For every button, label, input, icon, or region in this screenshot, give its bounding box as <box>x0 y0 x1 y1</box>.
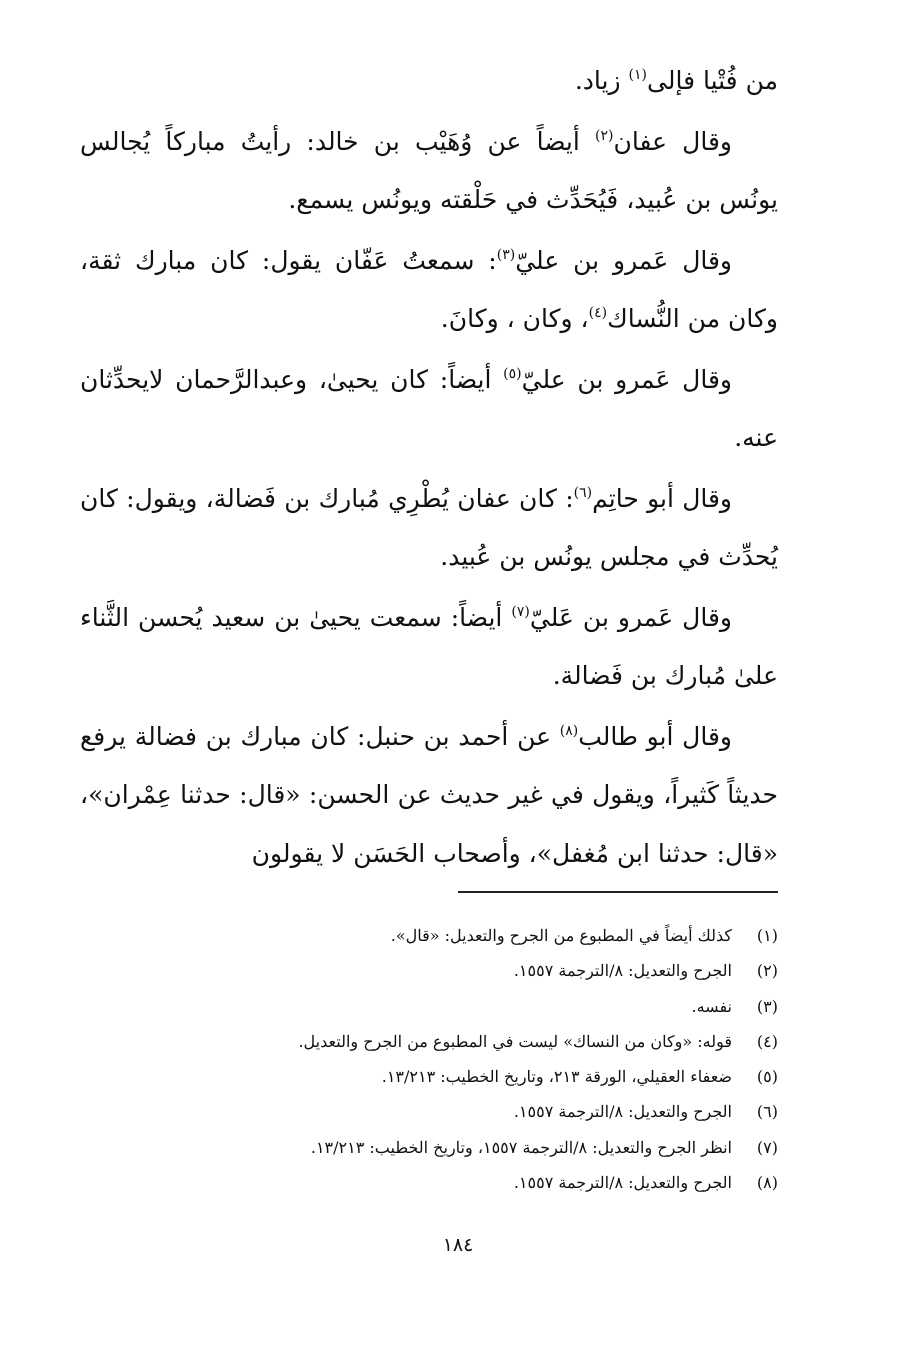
footnote-ref: (٦) <box>573 484 593 501</box>
footnote <box>80 1094 778 1129</box>
footnote-ref: (٢) <box>595 127 614 144</box>
page-number: ١٨٤ <box>442 1234 474 1256</box>
footnote-number: (٧) <box>756 1137 778 1157</box>
paragraph <box>80 470 778 587</box>
text-run: من فُتْيا فإلى <box>647 66 778 95</box>
text-run: وقال أبو طالب <box>578 721 732 751</box>
footnote-number: (٦) <box>756 1102 778 1122</box>
text-run: أيضاً: سمعت يحيىٰ بن سعيد يُحسن الثَّناء علىٰ مُبارك بن فَضالة. <box>80 602 778 690</box>
text-run: زياد. <box>574 66 629 95</box>
footnote-ref: (٥) <box>503 365 522 382</box>
footnote <box>80 989 778 1024</box>
footnote-number: (٥) <box>756 1067 778 1087</box>
footnote-text: ضعفاء العقيلي، الورقة ٢١٣، وتاريخ الخطيب: ١٣/٢١٣. <box>381 1067 732 1087</box>
text-run: : سمعتُ عَفّان يقول: كان مبارك ثقة، وكان من النُّساك <box>80 245 778 333</box>
footnote-number: (١) <box>756 926 778 945</box>
footnote-number: (٣) <box>756 996 778 1016</box>
footnote-text: الجرح والتعديل: ٨/الترجمة ١٥٥٧. <box>513 1102 732 1122</box>
footnote-text: الجرح والتعديل: ٨/الترجمة ١٥٥٧. <box>513 961 732 981</box>
footnote-number: (٢) <box>756 961 778 981</box>
footnote-ref: (٣) <box>496 246 516 263</box>
paragraph <box>80 232 778 349</box>
footnote <box>80 1165 778 1200</box>
footnote <box>80 1059 778 1094</box>
footnote <box>80 918 778 953</box>
text-run: ، وكان ، وكانَ. <box>440 304 589 333</box>
footnotes <box>80 918 778 1200</box>
footnote-ref: (٨) <box>559 722 579 739</box>
text-run: وقال عفان <box>613 126 732 156</box>
text-run: : كان عفان يُطْرِي مُبارك بن فَضالة، ويقول: كان يُحدِّث في مجلس يونُس بن عُبيد. <box>80 483 778 571</box>
footnote-text: الجرح والتعديل: ٨/الترجمة ١٥٥٧. <box>513 1173 732 1193</box>
footnote-text: قوله: «وكان من النساك» ليست في المطبوع من الجرح والتعديل. <box>298 1031 732 1051</box>
footnote <box>80 953 778 988</box>
text-run: وقال عَمرو بن عَليّ <box>529 602 732 632</box>
footnote-ref: (٧) <box>511 603 530 620</box>
footnote <box>80 1130 778 1165</box>
paragraph <box>80 351 778 468</box>
text-run: أيضاً: كان يحيىٰ، وعبدالرَّحمان لايحدِّثان عنه. <box>80 364 778 452</box>
text-run: عن أحمد بن حنبل: كان مبارك بن فضالة يرفع حديثاً كَثيراً، ويقول في غير حديث عن الحسن: «قال: حدثنا عِمْران»، «قال: حدثنا ابن مُغفل»، وأصحاب الحَسَن لا يقولون <box>80 721 778 868</box>
footnote-text: نفسه. <box>691 996 732 1016</box>
footnote-text: كذلك أيضاً في المطبوع من الجرح والتعديل: «قال». <box>390 926 732 945</box>
footnote-ref: (٤) <box>588 305 608 321</box>
main-text <box>80 52 778 885</box>
footnote-text: انظر الجرح والتعديل: ٨/الترجمة ١٥٥٧، وتاريخ الخطيب: ١٣/٢١٣. <box>310 1137 732 1157</box>
text-run: وقال عَمرو بن عليّ <box>521 364 732 394</box>
paragraph <box>80 113 778 230</box>
text-run: وقال أبو حاتِم <box>592 483 733 513</box>
paragraph <box>80 52 778 111</box>
footnote-ref: (١) <box>628 67 647 83</box>
paragraph <box>80 708 778 884</box>
text-run: وقال عَمرو بن عليّ <box>515 245 732 275</box>
text-run: أيضاً عن وُهَيْب بن خالد: رأيتُ مباركاً يُجالس يونُس بن عُبيد، فَيُحَدِّث في حَلْقته ويونُس يسمع. <box>80 126 778 214</box>
footnote <box>80 1024 778 1059</box>
footnote-separator <box>458 891 778 893</box>
footnote-number: (٤) <box>756 1031 778 1051</box>
paragraph <box>80 589 778 706</box>
footnote-number: (٨) <box>756 1173 778 1193</box>
